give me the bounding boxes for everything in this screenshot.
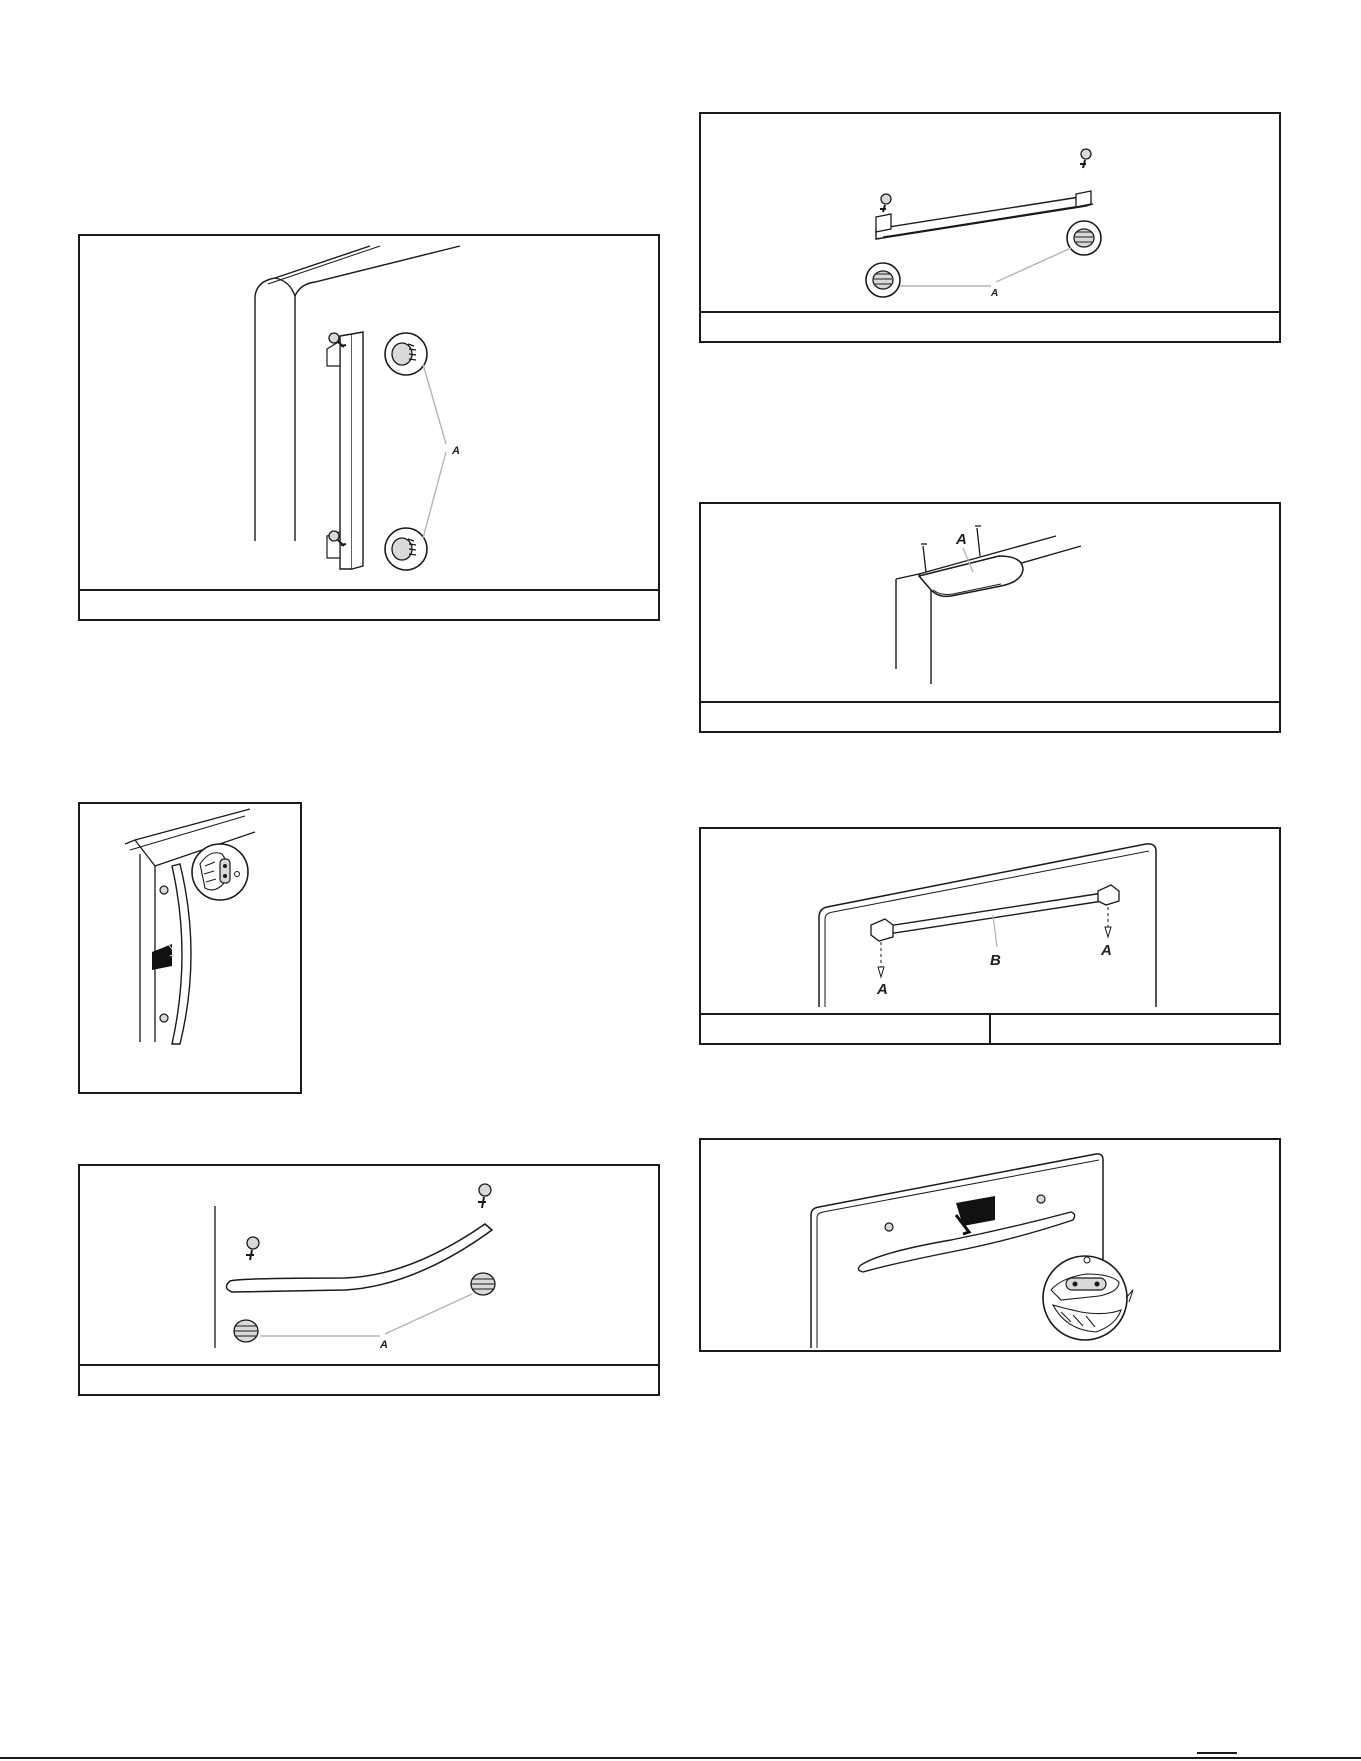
page-bottom-rule [0, 1757, 1361, 1759]
curved-bar-illustration [80, 1166, 658, 1364]
label-a: A [956, 531, 967, 548]
screw-icon [329, 531, 339, 541]
screw-icon [247, 1237, 259, 1249]
bar-handle-illustration [701, 829, 1279, 1013]
label-a: A [991, 288, 999, 299]
horizontal-handle-illustration [701, 114, 1279, 311]
figure-drawer-curved-handle [699, 1138, 1281, 1352]
curved-handle-illustration [80, 804, 300, 1092]
figure-caption [701, 1013, 1279, 1043]
figure-horizontal-straight-handle [699, 112, 1281, 343]
page-bottom-rule-segment [1197, 1752, 1237, 1754]
screw-icon [479, 1184, 491, 1196]
figure-tab-handle [699, 502, 1281, 733]
figure-horizontal-bar-handle [699, 827, 1281, 1045]
label-a: A [452, 445, 460, 457]
drawer-handle-illustration [701, 1140, 1279, 1350]
vertical-handle-illustration [80, 236, 658, 589]
label-a: A [877, 981, 888, 998]
figure-caption [701, 701, 1279, 731]
figure-vertical-straight-handle [78, 234, 660, 621]
figure-caption [80, 1364, 658, 1394]
figure-caption [701, 311, 1279, 341]
figure-vertical-curved-handle [78, 802, 302, 1094]
figure-caption [80, 589, 658, 619]
label-b: B [990, 952, 1001, 969]
label-a: A [380, 1339, 388, 1351]
screw-icon [881, 194, 891, 204]
tab-handle-illustration [701, 504, 1279, 701]
screw-icon [329, 333, 339, 343]
screw-icon [1081, 149, 1091, 159]
figure-horizontal-curved-handle [78, 1164, 660, 1396]
label-a: A [1101, 942, 1112, 959]
